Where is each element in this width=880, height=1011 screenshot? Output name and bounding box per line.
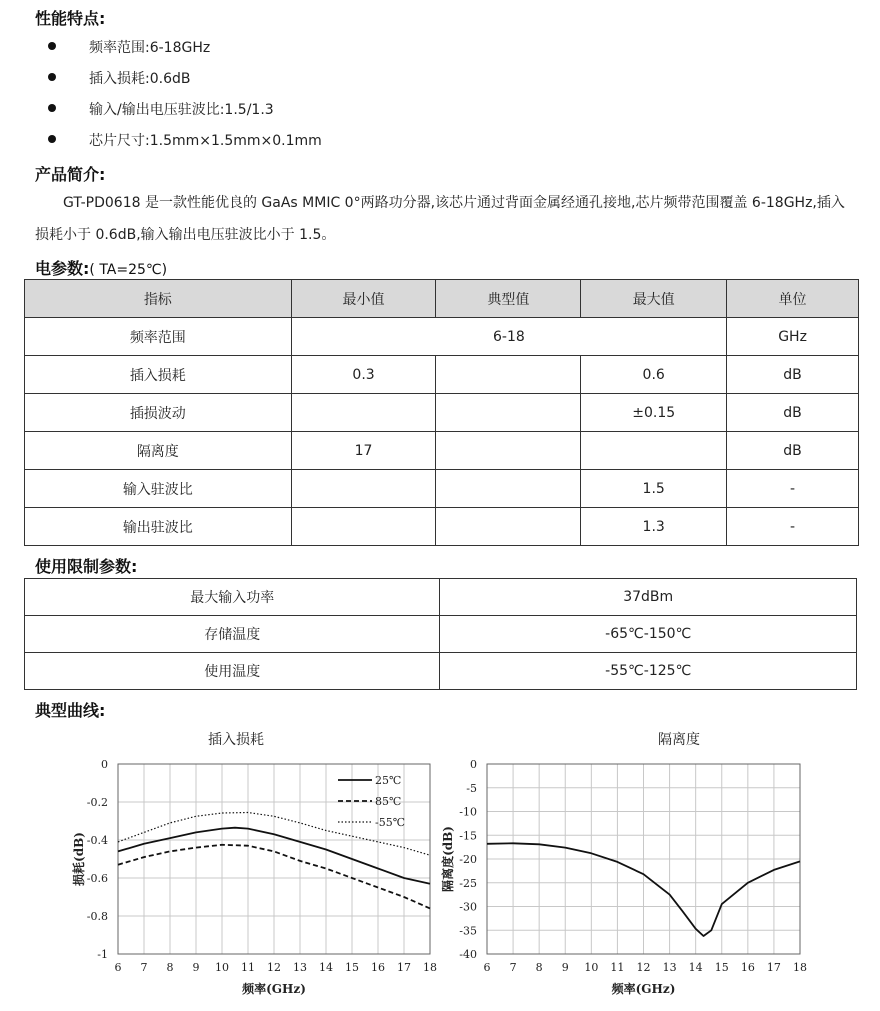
- x-tick-label: 11: [241, 961, 255, 974]
- table-cell: 存储温度: [25, 616, 440, 653]
- table-cell: dB: [727, 394, 859, 432]
- x-tick-label: 10: [584, 961, 599, 974]
- table-header-cell: 典型值: [436, 280, 581, 318]
- features-heading: 性能特点:: [35, 9, 106, 28]
- bullet-icon: [48, 135, 56, 143]
- table-cell: -65℃-150℃: [440, 616, 857, 653]
- table-cell: 1.5: [581, 470, 727, 508]
- y-tick-label: -35: [459, 924, 477, 938]
- curves-heading: 典型曲线:: [35, 701, 106, 720]
- x-tick-label: 6: [114, 961, 122, 974]
- table-cell: -55℃-125℃: [440, 653, 857, 690]
- table-cell: 6-18: [291, 318, 726, 356]
- table-cell: -: [727, 508, 859, 546]
- chart-title-insertion-loss: 插入损耗: [208, 732, 264, 748]
- table-cell: [291, 394, 436, 432]
- limits-table: [24, 578, 857, 690]
- table-header-cell: 最大值: [581, 280, 727, 318]
- x-tick-label: 14: [688, 961, 703, 974]
- intro-heading: 产品简介:: [35, 165, 106, 184]
- table-cell: [436, 394, 581, 432]
- table-header-row: [25, 280, 859, 318]
- table-row: [25, 394, 859, 432]
- x-tick-label: 8: [166, 961, 174, 974]
- table-cell: [436, 356, 581, 394]
- table-cell: 0.6: [581, 356, 727, 394]
- table-cell: [436, 432, 581, 470]
- x-tick-label: 17: [766, 961, 781, 974]
- table-cell: 37dBm: [440, 579, 857, 616]
- x-tick-label: 13: [662, 961, 677, 974]
- y-tick-label: -0.4: [86, 834, 108, 847]
- x-tick-label: 6: [483, 961, 491, 974]
- x-tick-label: 13: [293, 961, 307, 974]
- intro-paragraph: GT-PD0618 是一款性能优良的 GaAs MMIC 0°两路功分器,该芯片通过背面金属经通孔接地,芯片频带范围覆盖 6-18GHz,插入损耗小于 0.6dB,输入输出电压驻波比小于 1.5。: [35, 195, 845, 243]
- table-cell: dB: [727, 432, 859, 470]
- table-row: [25, 356, 859, 394]
- table-cell: 输出驻波比: [25, 508, 292, 546]
- table-row: [25, 653, 857, 690]
- table-cell: 使用温度: [25, 653, 440, 690]
- x-axis-label: 频率(GHz): [242, 982, 306, 996]
- table-header-cell: 最小值: [291, 280, 436, 318]
- x-tick-label: 16: [371, 961, 385, 974]
- y-axis-label: 损耗(dB): [72, 832, 86, 886]
- table-cell: 1.3: [581, 508, 727, 546]
- table-cell: [436, 470, 581, 508]
- x-tick-label: 12: [636, 961, 651, 974]
- x-tick-label: 17: [397, 961, 411, 974]
- table-cell: 0.3: [291, 356, 436, 394]
- table-cell: 17: [291, 432, 436, 470]
- table-cell: [581, 432, 727, 470]
- feature-item: 插入损耗:0.6dB: [89, 71, 191, 87]
- x-tick-label: 18: [423, 961, 437, 974]
- x-tick-label: 15: [714, 961, 729, 974]
- electrical-heading: [35, 256, 167, 279]
- table-cell: dB: [727, 356, 859, 394]
- feature-item: 芯片尺寸:1.5mm×1.5mm×0.1mm: [89, 133, 322, 149]
- electrical-heading-text: 电参数:: [35, 259, 90, 278]
- y-tick-label: 0: [470, 758, 477, 771]
- table-row: [25, 616, 857, 653]
- x-tick-label: 14: [319, 961, 333, 974]
- x-tick-label: 10: [215, 961, 229, 974]
- legend-label: 25℃: [375, 774, 402, 787]
- table-cell: 最大输入功率: [25, 579, 440, 616]
- isolation-chart: [440, 755, 880, 1005]
- x-tick-label: 18: [793, 961, 807, 974]
- y-tick-label: -0.2: [86, 796, 108, 809]
- table-cell: -: [727, 470, 859, 508]
- feature-item: 频率范围:6-18GHz: [89, 40, 211, 56]
- y-tick-label: -0.6: [86, 872, 108, 885]
- x-tick-label: 8: [535, 961, 543, 974]
- y-axis-label: 隔离度(dB): [441, 826, 455, 892]
- table-row: [25, 432, 859, 470]
- y-tick-label: 0: [101, 758, 108, 771]
- table-row: [25, 470, 859, 508]
- x-tick-label: 11: [610, 961, 625, 974]
- x-tick-label: 7: [509, 961, 517, 974]
- x-tick-label: 9: [561, 961, 569, 974]
- table-header-cell: 指标: [25, 280, 292, 318]
- x-axis-label: 频率(GHz): [611, 982, 676, 996]
- limits-heading: 使用限制参数:: [35, 557, 138, 576]
- chart-title-isolation: 隔离度: [658, 732, 700, 748]
- legend-label: 85℃: [375, 795, 402, 808]
- table-header-cell: 单位: [727, 280, 859, 318]
- electrical-condition: ( TA=25℃): [89, 262, 168, 278]
- y-tick-label: -5: [466, 781, 477, 795]
- table-row: [25, 579, 857, 616]
- y-tick-label: -0.8: [86, 910, 108, 923]
- x-tick-label: 9: [192, 961, 200, 974]
- y-tick-label: -25: [459, 876, 477, 890]
- y-tick-label: -40: [459, 948, 477, 961]
- bullet-icon: [48, 42, 56, 50]
- legend-label: -55℃: [375, 816, 406, 829]
- table-cell: [291, 508, 436, 546]
- table-cell: ±0.15: [581, 394, 727, 432]
- table-cell: GHz: [727, 318, 859, 356]
- bullet-icon: [48, 73, 56, 81]
- table-row: [25, 318, 859, 356]
- y-tick-label: -1: [97, 948, 108, 961]
- y-tick-label: -30: [459, 900, 477, 914]
- y-tick-label: -10: [459, 805, 477, 819]
- x-tick-label: 7: [140, 961, 148, 974]
- feature-item: 输入/输出电压驻波比:1.5/1.3: [89, 102, 274, 118]
- table-cell: [291, 470, 436, 508]
- x-tick-label: 12: [267, 961, 281, 974]
- table-cell: 隔离度: [25, 432, 292, 470]
- y-tick-label: -20: [459, 853, 477, 866]
- x-tick-label: 15: [345, 961, 359, 974]
- bullet-icon: [48, 104, 56, 112]
- insertion-loss-chart: [0, 755, 440, 1005]
- table-cell: 插损波动: [25, 394, 292, 432]
- table-row: [25, 508, 859, 546]
- table-cell: 插入损耗: [25, 356, 292, 394]
- table-cell: [436, 508, 581, 546]
- electrical-params-table: [24, 279, 859, 546]
- y-tick-label: -15: [459, 829, 477, 843]
- table-cell: 频率范围: [25, 318, 292, 356]
- x-tick-label: 16: [740, 961, 755, 974]
- table-cell: 输入驻波比: [25, 470, 292, 508]
